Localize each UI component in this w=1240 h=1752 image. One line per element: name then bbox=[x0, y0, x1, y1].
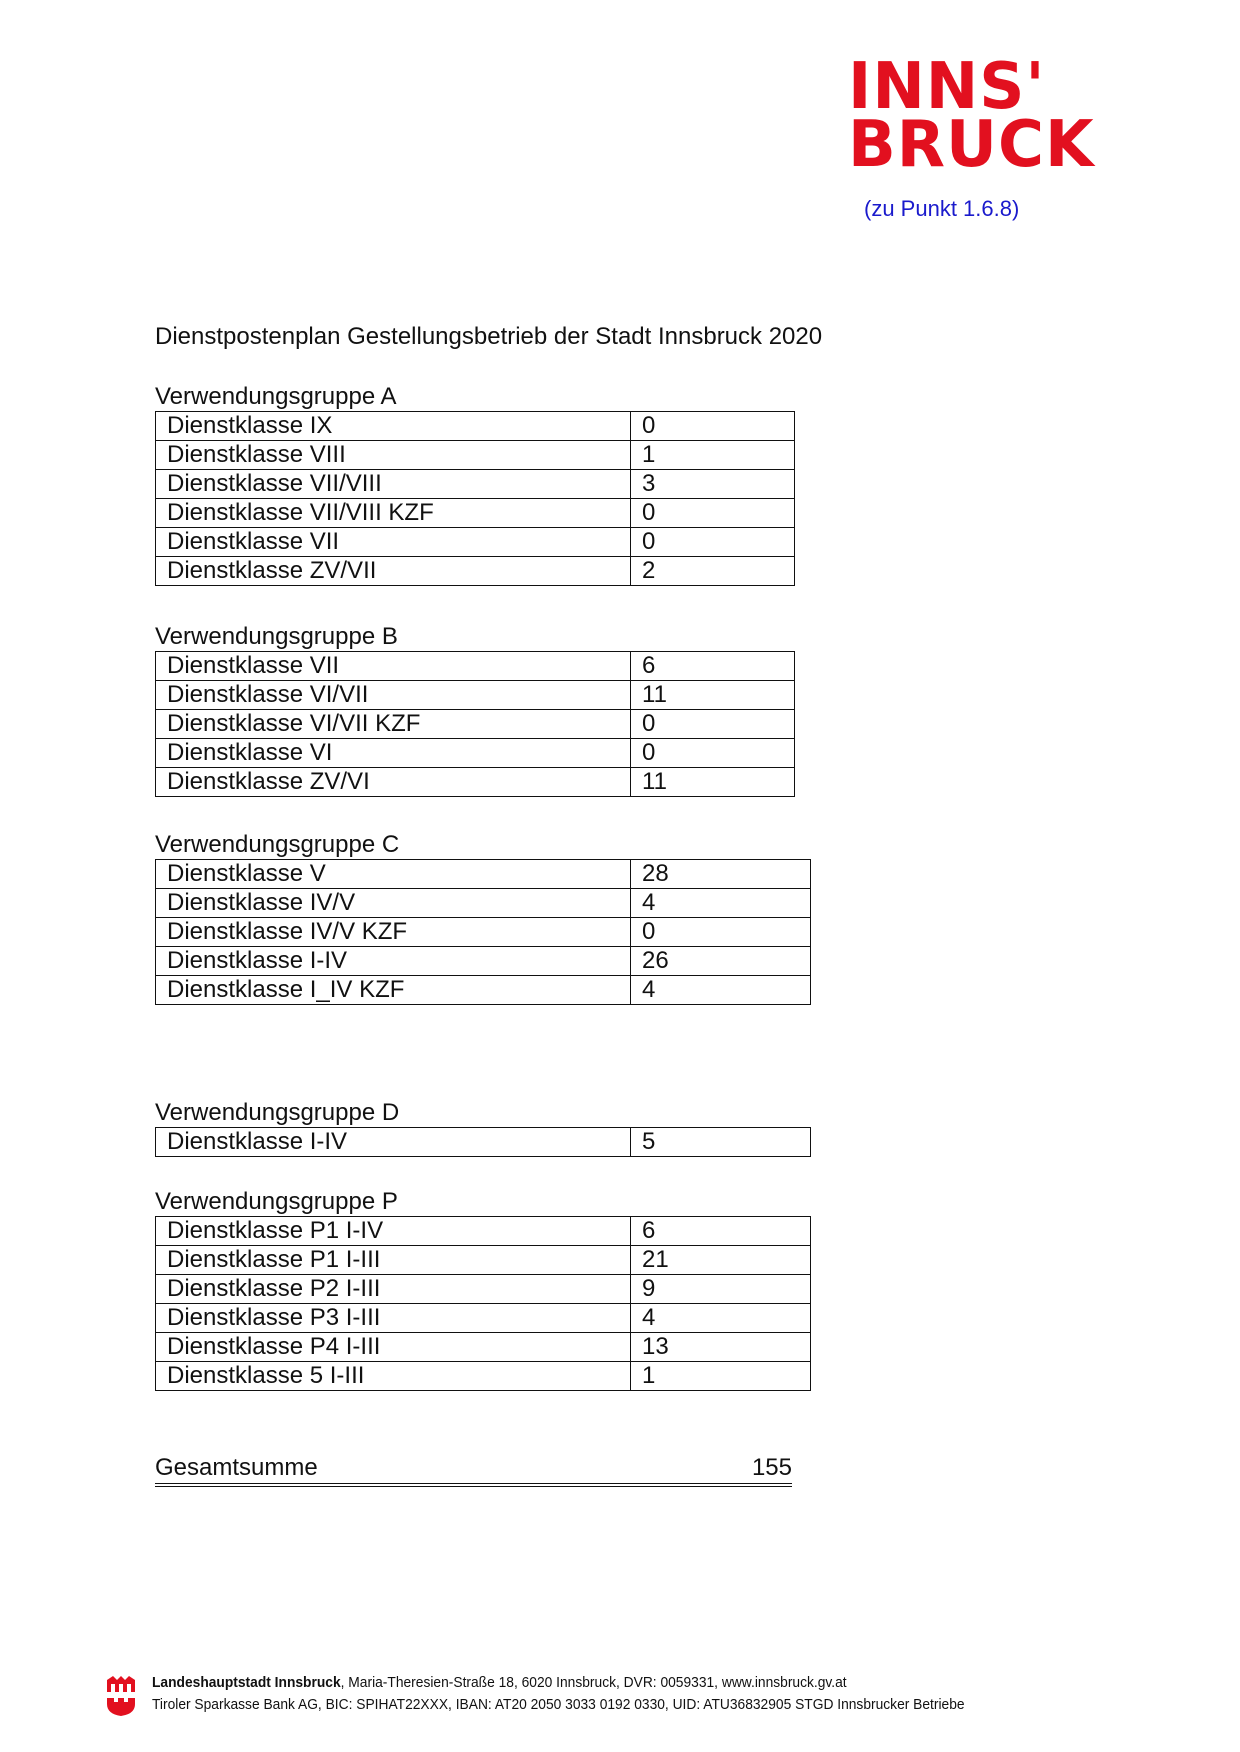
row-label: Dienstklasse VII/VIII KZF bbox=[156, 499, 631, 528]
group-table bbox=[155, 651, 795, 797]
row-count: 6 bbox=[631, 1217, 811, 1246]
table-row bbox=[156, 1362, 811, 1391]
table-row bbox=[156, 947, 811, 976]
row-label: Dienstklasse VII/VIII bbox=[156, 470, 631, 499]
group-heading: Verwendungsgruppe B bbox=[155, 623, 398, 650]
group-3 bbox=[155, 1099, 811, 1157]
row-count: 3 bbox=[631, 470, 795, 499]
row-label: Dienstklasse P1 I-III bbox=[156, 1246, 631, 1275]
row-label: Dienstklasse 5 I-III bbox=[156, 1362, 631, 1391]
row-count: 0 bbox=[631, 499, 795, 528]
table-row bbox=[156, 557, 795, 586]
table-row bbox=[156, 768, 795, 797]
row-count: 21 bbox=[631, 1246, 811, 1275]
group-1 bbox=[155, 623, 795, 797]
page-title: Dienstpostenplan Gestellungsbetrieb der Stadt Innsbruck 2020 bbox=[155, 323, 823, 350]
row-label: Dienstklasse I-IV bbox=[156, 947, 631, 976]
row-count: 9 bbox=[631, 1275, 811, 1304]
total-label: Gesamtsumme bbox=[155, 1454, 318, 1481]
row-label: Dienstklasse ZV/VII bbox=[156, 557, 631, 586]
table-row bbox=[156, 1333, 811, 1362]
row-count: 5 bbox=[631, 1128, 811, 1157]
row-count: 0 bbox=[631, 412, 795, 441]
row-label: Dienstklasse I_IV KZF bbox=[156, 976, 631, 1005]
table-row bbox=[156, 1246, 811, 1275]
row-count: 26 bbox=[631, 947, 811, 976]
table-row bbox=[156, 1304, 811, 1333]
reference-note: (zu Punkt 1.6.8) bbox=[864, 196, 1020, 221]
row-label: Dienstklasse IV/V KZF bbox=[156, 918, 631, 947]
row-count: 0 bbox=[631, 739, 795, 768]
table-row bbox=[156, 1217, 811, 1246]
table-row bbox=[156, 528, 795, 557]
group-0 bbox=[155, 383, 795, 586]
footer-org: Landeshauptstadt Innsbruck bbox=[152, 1674, 341, 1691]
footer-bank: Tiroler Sparkasse Bank AG, BIC: SPIHAT22XXX, IBAN: AT20 2050 3033 0192 0330, UID: ATU36832905 STGD Innsbrucker Betriebe bbox=[152, 1696, 965, 1713]
table-row bbox=[156, 1128, 811, 1157]
row-label: Dienstklasse IV/V bbox=[156, 889, 631, 918]
row-label: Dienstklasse VI/VII bbox=[156, 681, 631, 710]
table-row bbox=[156, 889, 811, 918]
row-label: Dienstklasse VII bbox=[156, 652, 631, 681]
table-row bbox=[156, 739, 795, 768]
row-label: Dienstklasse VIII bbox=[156, 441, 631, 470]
row-label: Dienstklasse P3 I-III bbox=[156, 1304, 631, 1333]
group-4 bbox=[155, 1188, 811, 1391]
row-count: 0 bbox=[631, 528, 795, 557]
group-heading: Verwendungsgruppe A bbox=[155, 383, 397, 410]
table-row bbox=[156, 1275, 811, 1304]
group-heading: Verwendungsgruppe D bbox=[155, 1099, 400, 1126]
row-label: Dienstklasse P1 I-IV bbox=[156, 1217, 631, 1246]
group-table bbox=[155, 859, 811, 1005]
row-label: Dienstklasse VII bbox=[156, 528, 631, 557]
group-table bbox=[155, 1127, 811, 1157]
city-emblem-icon bbox=[106, 1676, 136, 1716]
row-count: 13 bbox=[631, 1333, 811, 1362]
group-table bbox=[155, 411, 795, 586]
table-row bbox=[156, 412, 795, 441]
row-count: 4 bbox=[631, 1304, 811, 1333]
table-row bbox=[156, 918, 811, 947]
row-count: 0 bbox=[631, 918, 811, 947]
row-label: Dienstklasse P2 I-III bbox=[156, 1275, 631, 1304]
row-count: 28 bbox=[631, 860, 811, 889]
row-label: Dienstklasse ZV/VI bbox=[156, 768, 631, 797]
row-count: 11 bbox=[631, 681, 795, 710]
footer-address: , Maria-Theresien-Straße 18, 6020 Innsbruck, DVR: 0059331, www.innsbruck.gv.at bbox=[340, 1674, 847, 1691]
row-count: 2 bbox=[631, 557, 795, 586]
table-row bbox=[156, 470, 795, 499]
row-label: Dienstklasse VI/VII KZF bbox=[156, 710, 631, 739]
innsbruck-logo: INNS' BRUCK bbox=[848, 50, 1095, 182]
row-label: Dienstklasse I-IV bbox=[156, 1128, 631, 1157]
table-row bbox=[156, 976, 811, 1005]
row-label: Dienstklasse VI bbox=[156, 739, 631, 768]
row-count: 4 bbox=[631, 889, 811, 918]
total-row bbox=[155, 1453, 792, 1487]
table-row bbox=[156, 441, 795, 470]
row-label: Dienstklasse P4 I-III bbox=[156, 1333, 631, 1362]
row-count: 1 bbox=[631, 1362, 811, 1391]
table-row bbox=[156, 652, 795, 681]
table-row bbox=[156, 681, 795, 710]
row-count: 1 bbox=[631, 441, 795, 470]
row-count: 4 bbox=[631, 976, 811, 1005]
row-label: Dienstklasse IX bbox=[156, 412, 631, 441]
total-value: 155 bbox=[751, 1454, 792, 1481]
row-count: 0 bbox=[631, 710, 795, 739]
row-label: Dienstklasse V bbox=[156, 860, 631, 889]
table-row bbox=[156, 860, 811, 889]
table-row bbox=[156, 499, 795, 528]
row-count: 11 bbox=[631, 768, 795, 797]
group-heading: Verwendungsgruppe P bbox=[155, 1188, 398, 1215]
group-heading: Verwendungsgruppe C bbox=[155, 831, 400, 858]
group-table bbox=[155, 1216, 811, 1391]
row-count: 6 bbox=[631, 652, 795, 681]
table-row bbox=[156, 710, 795, 739]
group-2 bbox=[155, 831, 811, 1005]
footer bbox=[152, 1672, 965, 1716]
